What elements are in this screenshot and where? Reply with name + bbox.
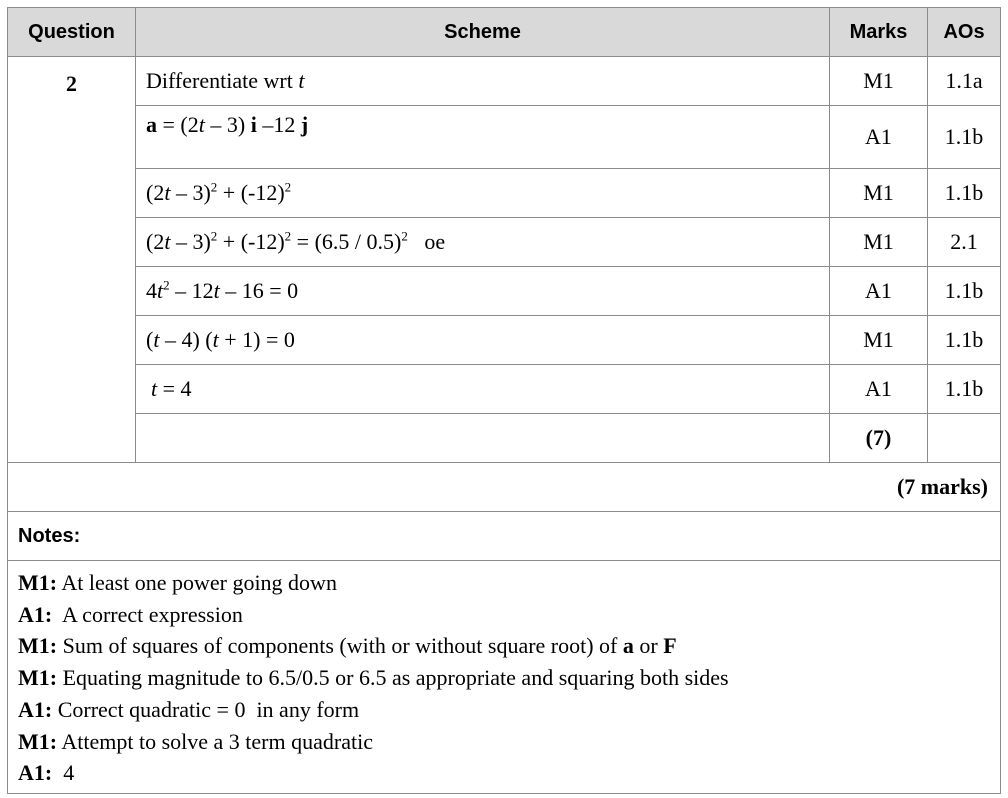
- ao-code: 1.1b: [928, 169, 1001, 218]
- ao-code: 1.1b: [928, 106, 1001, 169]
- scheme-step-3: $(2t - 3)^2 + (-12)^2$: [136, 169, 830, 218]
- header-scheme: Scheme: [136, 8, 830, 57]
- mark-code: M1: [830, 218, 928, 267]
- scheme-row: [8, 316, 1001, 365]
- mark-code: A1: [830, 267, 928, 316]
- header-row: [8, 8, 1001, 57]
- header-marks: Marks: [830, 8, 928, 57]
- empty-scheme-cell: [136, 414, 830, 463]
- mark-code: A1: [830, 106, 928, 169]
- question-number: 2: [8, 57, 136, 463]
- ao-code: 1.1b: [928, 267, 1001, 316]
- subtotal-marks: (7): [830, 414, 928, 463]
- mark-scheme-table: [7, 7, 1001, 794]
- note-line: A1: Correct quadratic = 0 in any form: [18, 696, 360, 722]
- subtotal-row: [8, 414, 1001, 463]
- scheme-row: [8, 218, 1001, 267]
- scheme-row: [8, 106, 1001, 169]
- scheme-row: [8, 365, 1001, 414]
- notes-header-row: [8, 512, 1001, 561]
- ao-code: 1.1b: [928, 365, 1001, 414]
- note-line: A1: A correct expression: [18, 601, 243, 627]
- scheme-step-6: (t – 4) (t + 1) = 0: [136, 316, 830, 365]
- scheme-row: [8, 169, 1001, 218]
- scheme-step-1: Differentiate wrt t: [136, 57, 830, 106]
- scheme-row: [8, 57, 1001, 106]
- ao-code: 2.1: [928, 218, 1001, 267]
- notes-body-row: [8, 561, 1001, 794]
- header-question: Question: [8, 8, 136, 57]
- scheme-row: [8, 267, 1001, 316]
- mark-code: A1: [830, 365, 928, 414]
- ao-code: 1.1a: [928, 57, 1001, 106]
- empty-ao-cell: [928, 414, 1001, 463]
- notes-title: Notes:: [8, 512, 1001, 561]
- mark-code: M1: [830, 169, 928, 218]
- note-line: M1: At least one power going down: [18, 570, 337, 595]
- scheme-step-5: $4t^2 - 12t - 16 = 0$: [136, 267, 830, 316]
- note-line: M1: Attempt to solve a 3 term quadratic: [18, 728, 373, 754]
- note-line: M1: Sum of squares of components (with or without square root) of a or F: [18, 633, 677, 659]
- ao-code: 1.1b: [928, 316, 1001, 365]
- scheme-step-2: a = (2t – 3) i –12 j: [136, 106, 830, 169]
- mark-code: M1: [830, 57, 928, 106]
- scheme-step-7: t = 4: [136, 365, 830, 414]
- total-row: [8, 463, 1001, 512]
- scheme-step-4: $(2t - 3)^2 + (-12)^2 = (6.5 / 0.5)^2$ oe: [136, 218, 830, 267]
- notes-list: [8, 561, 1001, 794]
- note-line: M1: Equating magnitude to 6.5/0.5 or 6.5 as appropriate and squaring both sides: [18, 665, 729, 691]
- mark-code: M1: [830, 316, 928, 365]
- header-aos: AOs: [928, 8, 1001, 57]
- note-line: A1: 4: [18, 760, 75, 786]
- total-marks: (7 marks): [8, 463, 1001, 512]
